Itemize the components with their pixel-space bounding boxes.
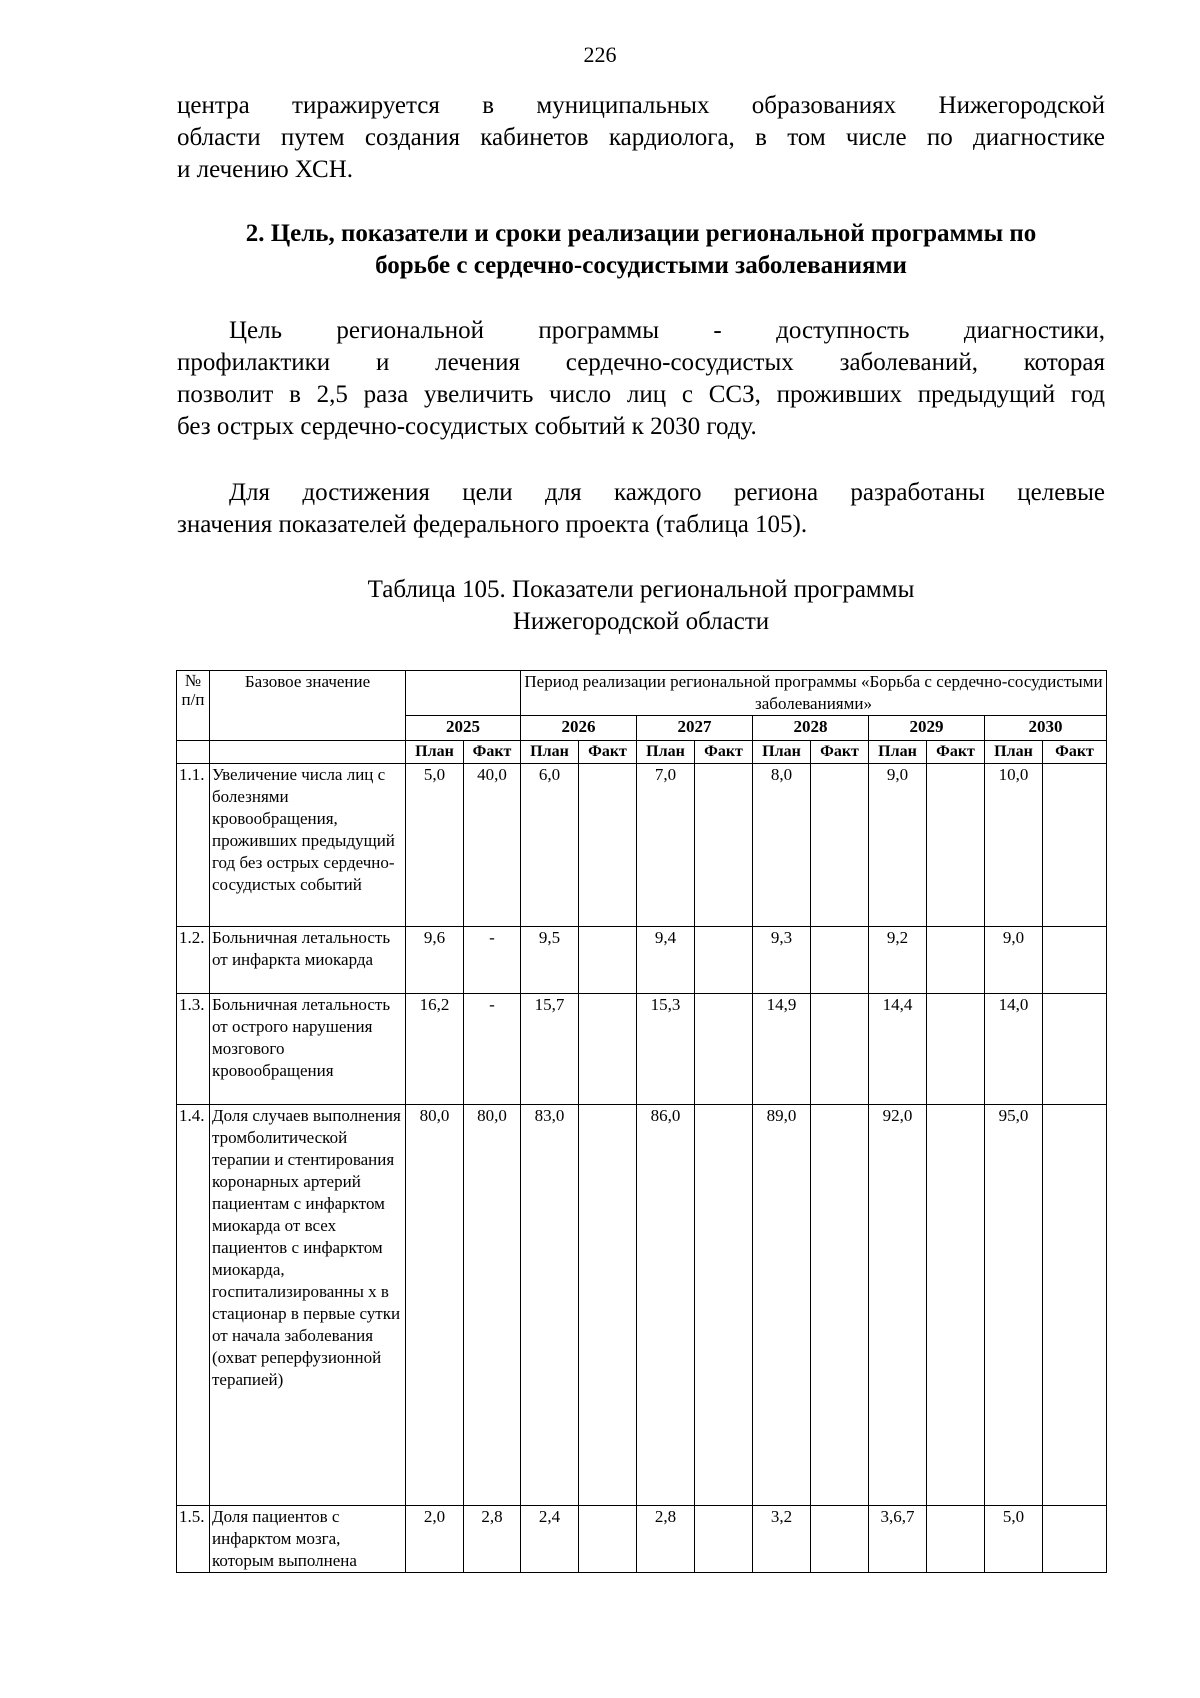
row-name: Доля случаев выполнения тромболитической терапии и стентирования коронарных артерий пациентам с инфарктом миокарда от всех пациентов с инфарктом миокарда, госпитализированны х в стационар в первые сутки от начала заболевания (охват реперфузионной терапией) <box>210 1105 406 1506</box>
table-row <box>177 1506 1107 1573</box>
value-cell: 9,3 <box>753 927 811 994</box>
value-cell: 83,0 <box>521 1105 579 1506</box>
header-empty-cell <box>406 671 521 716</box>
header-year: 2030 <box>985 716 1107 741</box>
value-cell <box>927 764 985 927</box>
value-cell <box>811 927 869 994</box>
value-cell: 9,0 <box>985 927 1043 994</box>
value-cell <box>1043 1506 1107 1573</box>
header-fact: Факт <box>695 741 753 764</box>
value-cell: 92,0 <box>869 1105 927 1506</box>
table-row <box>177 994 1107 1105</box>
value-cell: 40,0 <box>464 764 521 927</box>
value-cell: 7,0 <box>637 764 695 927</box>
row-number: 1.1. <box>177 764 210 927</box>
value-cell <box>579 1105 637 1506</box>
text-line: без острых сердечно-сосудистых событий к 2030 году. <box>177 413 757 440</box>
header-fact: Факт <box>811 741 869 764</box>
header-fact: Факт <box>927 741 985 764</box>
text-line: Цель региональной программы - доступность диагностики, <box>229 317 1105 344</box>
row-number: 1.5. <box>177 1506 210 1573</box>
header-year: 2027 <box>637 716 753 741</box>
value-cell <box>927 1506 985 1573</box>
value-cell: 9,5 <box>521 927 579 994</box>
header-fact: Факт <box>579 741 637 764</box>
table-row <box>177 927 1107 994</box>
heading-line: 2. Цель, показатели и сроки реализации региональной программы по <box>245 220 1037 247</box>
section-heading <box>177 218 1105 282</box>
value-cell: 5,0 <box>406 764 464 927</box>
value-cell <box>927 1105 985 1506</box>
header-period: Период реализации региональной программы «Борьба с сердечно-сосудистыми заболеваниями» <box>521 671 1107 716</box>
value-cell <box>579 994 637 1105</box>
intro-paragraph <box>177 90 1105 186</box>
page-number: 226 <box>583 42 617 67</box>
value-cell: 80,0 <box>464 1105 521 1506</box>
value-cell: 2,0 <box>406 1506 464 1573</box>
value-cell: 86,0 <box>637 1105 695 1506</box>
header-year: 2026 <box>521 716 637 741</box>
row-name: Больничная летальность от острого нарушения мозгового кровообращения <box>210 994 406 1105</box>
header-plan: План <box>521 741 579 764</box>
value-cell <box>927 927 985 994</box>
value-cell: 15,7 <box>521 994 579 1105</box>
value-cell: 14,9 <box>753 994 811 1105</box>
value-cell: 9,0 <box>869 764 927 927</box>
value-cell <box>1043 994 1107 1105</box>
header-fact: Факт <box>464 741 521 764</box>
value-cell: 16,2 <box>406 994 464 1105</box>
header-plan: План <box>406 741 464 764</box>
goal-paragraph <box>177 315 1105 443</box>
value-cell: 9,2 <box>869 927 927 994</box>
text-line: центра тиражируется в муниципальных образованиях Нижегородской <box>177 92 1105 119</box>
row-number: 1.4. <box>177 1105 210 1506</box>
value-cell <box>811 994 869 1105</box>
row-name: Увеличение числа лиц с болезнями кровообращения, проживших предыдущий год без острых сердечно-сосудистых событий <box>210 764 406 927</box>
row-name: Больничная летальность от инфаркта миокарда <box>210 927 406 994</box>
header-year: 2029 <box>869 716 985 741</box>
value-cell: 14,0 <box>985 994 1043 1105</box>
text-line: области путем создания кабинетов кардиолога, в том числе по диагностике <box>177 124 1105 151</box>
value-cell: 10,0 <box>985 764 1043 927</box>
value-cell: 9,6 <box>406 927 464 994</box>
table-row <box>177 764 1107 927</box>
value-cell <box>695 1105 753 1506</box>
value-cell: 2,8 <box>637 1506 695 1573</box>
value-cell: 6,0 <box>521 764 579 927</box>
value-cell <box>579 1506 637 1573</box>
value-cell <box>811 764 869 927</box>
header-empty-cell <box>210 741 406 764</box>
value-cell <box>695 764 753 927</box>
value-cell <box>579 927 637 994</box>
heading-line: борьбе с сердечно-сосудистыми заболеваниями <box>375 252 907 279</box>
value-cell <box>579 764 637 927</box>
value-cell: 9,4 <box>637 927 695 994</box>
value-cell: 2,8 <box>464 1506 521 1573</box>
header-plan: План <box>637 741 695 764</box>
header-fact: Факт <box>1043 741 1107 764</box>
header-base-value: Базовое значение <box>210 671 406 741</box>
indicators-table <box>176 670 1107 1573</box>
text-line: значения показателей федерального проекта (таблица 105). <box>177 511 808 538</box>
value-cell: - <box>464 927 521 994</box>
row-name: Доля пациентов с инфарктом мозга, которым выполнена <box>210 1506 406 1573</box>
text-line: и лечению ХСН. <box>177 156 354 183</box>
caption-line: Таблица 105. Показатели региональной программы <box>367 576 915 603</box>
value-cell <box>1043 1105 1107 1506</box>
header-year: 2028 <box>753 716 869 741</box>
table-caption <box>177 574 1105 638</box>
caption-line: Нижегородской области <box>512 608 770 635</box>
row-number: 1.3. <box>177 994 210 1105</box>
row-number: 1.2. <box>177 927 210 994</box>
value-cell: 15,3 <box>637 994 695 1105</box>
value-cell <box>1043 927 1107 994</box>
value-cell: 2,4 <box>521 1506 579 1573</box>
value-cell: 3,6,7 <box>869 1506 927 1573</box>
value-cell <box>1043 764 1107 927</box>
header-plan: План <box>753 741 811 764</box>
targets-paragraph <box>177 477 1105 541</box>
value-cell: 80,0 <box>406 1105 464 1506</box>
table-row <box>177 1105 1107 1506</box>
text-line: Для достижения цели для каждого региона разработаны целевые <box>229 479 1105 506</box>
value-cell: 3,2 <box>753 1506 811 1573</box>
value-cell: 14,4 <box>869 994 927 1105</box>
value-cell <box>811 1105 869 1506</box>
value-cell <box>695 1506 753 1573</box>
header-plan: План <box>869 741 927 764</box>
header-empty-cell <box>177 741 210 764</box>
value-cell: - <box>464 994 521 1105</box>
value-cell: 95,0 <box>985 1105 1043 1506</box>
value-cell <box>695 927 753 994</box>
value-cell: 8,0 <box>753 764 811 927</box>
text-line: профилактики и лечения сердечно-сосудистых заболеваний, которая <box>177 349 1105 376</box>
header-year: 2025 <box>406 716 521 741</box>
value-cell: 89,0 <box>753 1105 811 1506</box>
value-cell: 5,0 <box>985 1506 1043 1573</box>
value-cell <box>695 994 753 1105</box>
text-line: позволит в 2,5 раза увеличить число лиц с ССЗ, проживших предыдущий год <box>177 381 1105 408</box>
header-number: № п/п <box>177 671 210 741</box>
value-cell <box>811 1506 869 1573</box>
header-plan: План <box>985 741 1043 764</box>
value-cell <box>927 994 985 1105</box>
